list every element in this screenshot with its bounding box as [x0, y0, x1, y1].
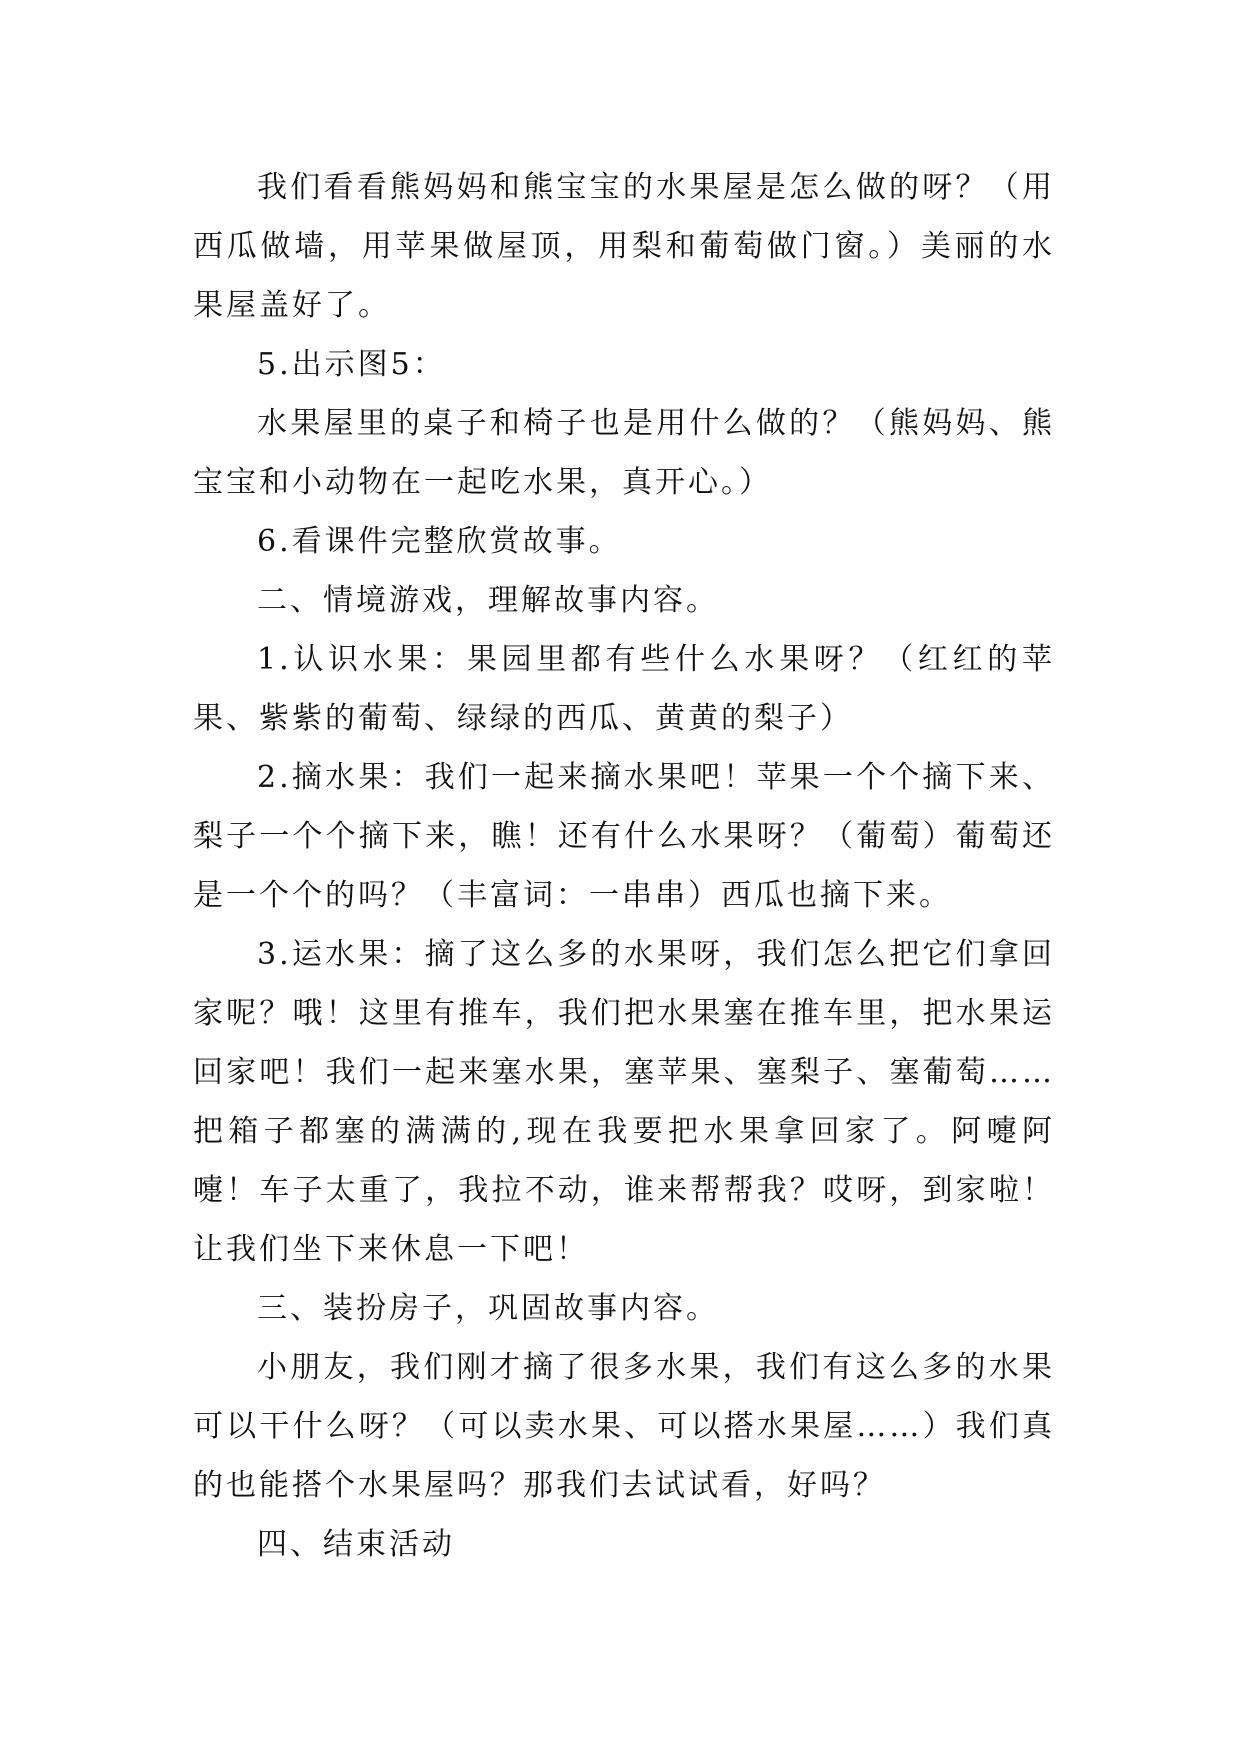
paragraph-know-fruits: 1.认识水果：果园里都有些什么水果呀？（红红的苹果、紫紫的葡萄、绿绿的西瓜、黄黄的梨子） [193, 642, 1055, 736]
paragraph-show-picture-5: 5.出示图5： [257, 347, 446, 382]
paragraph-carry-fruits: 3.运水果：摘了这么多的水果呀，我们怎么把它们拿回家呢？哦！这里有推车，我们把水果塞在推车里，把水果运回家吧！我们一起来塞水果，塞苹果、塞梨子、塞葡萄……把箱子都塞的满满的,现在我要把水果拿回家了。阿嚏阿嚏！车子太重了，我拉不动，谁来帮帮我？哎呀，到家啦！让我们坐下来休息一下吧！ [193, 937, 1055, 1267]
document-body [193, 158, 1055, 1574]
section-heading-end-activity: 四、结束活动 [257, 1527, 455, 1562]
paragraph-fruit-house-question: 我们看看熊妈妈和熊宝宝的水果屋是怎么做的呀？（用西瓜做墙，用苹果做屋顶，用梨和葡萄做门窗。）美丽的水果屋盖好了。 [193, 170, 1055, 323]
paragraph-watch-courseware: 6.看课件完整欣赏故事。 [257, 524, 622, 559]
paragraph-build-fruit-house: 小朋友，我们刚才摘了很多水果，我们有这么多的水果可以干什么呀？（可以卖水果、可以搭水果屋……）我们真的也能搭个水果屋吗？那我们去试试看，好吗？ [193, 1350, 1055, 1503]
section-heading-decorate-house: 三、装扮房子，巩固故事内容。 [257, 1291, 719, 1326]
paragraph-table-chair-question: 水果屋里的桌子和椅子也是用什么做的？（熊妈妈、熊宝宝和小动物在一起吃水果，真开心。） [193, 406, 1055, 500]
paragraph-pick-fruits: 2.摘水果：我们一起来摘水果吧！苹果一个个摘下来、梨子一个个摘下来，瞧！还有什么水果呀？（葡萄）葡萄还是一个个的吗？（丰富词：一串串）西瓜也摘下来。 [193, 760, 1055, 913]
section-heading-situation-game: 二、情境游戏，理解故事内容。 [257, 583, 719, 618]
